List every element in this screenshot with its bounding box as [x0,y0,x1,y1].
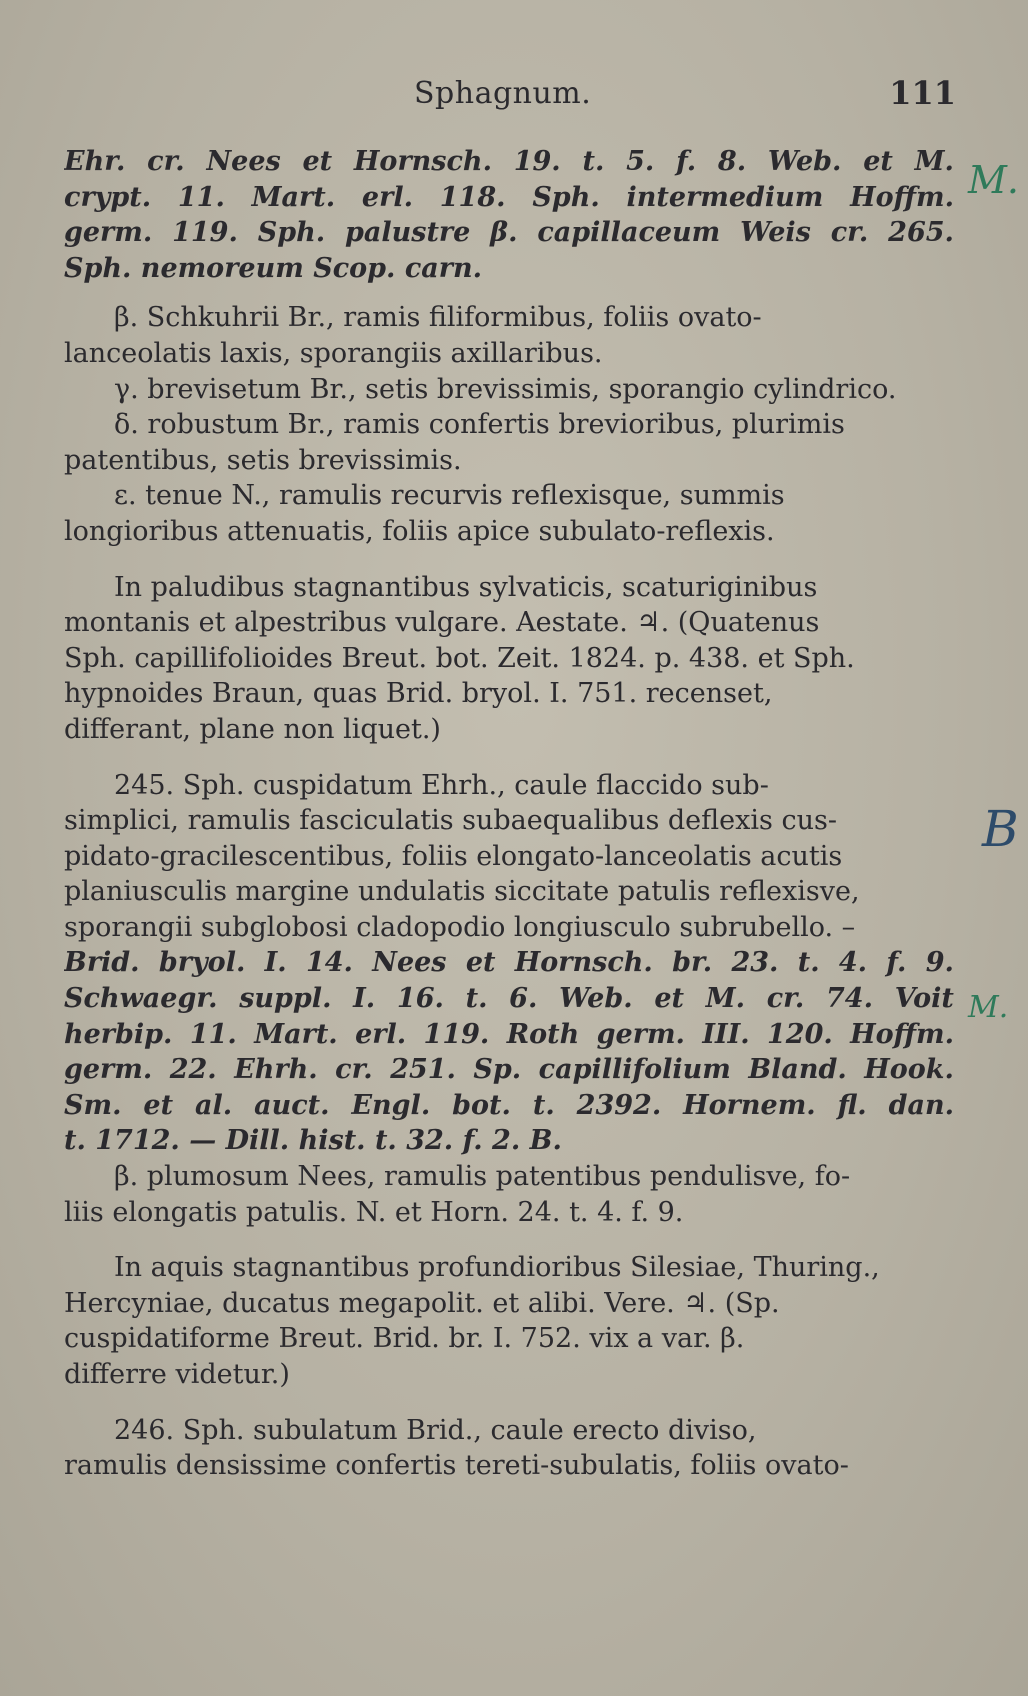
word: 119. [172,217,238,249]
word: intermedium [626,181,824,213]
word: 23. [731,947,779,979]
word: Mart. [251,181,336,213]
word: f. [886,947,907,979]
word: Hoffm. [850,1018,954,1050]
word: Sph. [257,217,326,249]
word: germ. [64,1054,153,1086]
text-line: montanis et alpestribus vulgare. Aestate. ♃. (Quatenus [64,607,820,639]
word: cr. [766,983,805,1015]
word: crypt. [64,181,152,213]
word: t. [797,947,820,979]
running-title: Sphagnum. [414,76,592,111]
word: 118. [439,181,506,213]
word: Web. [559,983,633,1015]
word: et [143,1089,174,1121]
word: 11. [177,181,225,213]
text-line: lanceolatis laxis, sporangiis axillaribus. [64,337,603,369]
word: I. [264,947,287,979]
variety-plumosum-line: β. plumosum Nees, ramulis patentibus pendulisve, fo- [114,1161,851,1193]
word: 11. [189,1018,237,1050]
word: bot. [452,1089,511,1121]
word: dan. [888,1089,954,1121]
word: Hoffm. [850,181,954,213]
word: I. [353,983,376,1015]
word: β. [490,217,518,249]
word: Weis [740,217,811,249]
word: Hornsch. [353,146,492,177]
text-line: patentibus, setis brevissimis. [64,444,462,476]
word: Sph. [532,181,600,213]
page-number: 111 [889,74,956,112]
word: Engl. [351,1089,431,1121]
margin-note-handwritten: B [982,800,1019,858]
word: Nees [206,146,281,177]
text-line: differant, plane non liquet.) [64,713,441,745]
word: br. [672,947,713,979]
citation-line: t. 1712. — Dill. hist. t. 32. f. 2. B. [64,1125,562,1157]
text-line: planiusculis margine undulatis siccitate patulis reflexisve, [64,876,860,908]
word: erl. [355,1018,407,1050]
text-line: sporangii subglobosi cladopodio longiusculo subrubello. – [64,911,856,943]
word: M. [705,983,745,1015]
citation-line [64,945,954,981]
text-line: longioribus attenuatis, foliis apice subulato-reflexis. [64,515,775,547]
word: M. [914,146,954,177]
word: Bland. [748,1054,847,1086]
word: t. [532,1089,555,1121]
text-line: hypnoides Braun, quas Brid. bryol. I. 751. recenset, [64,678,773,710]
word: 5. [626,146,655,177]
citation-line [64,1052,954,1088]
word: Brid. [64,947,140,979]
word: herbip. [64,1018,173,1050]
page-body [64,144,954,1484]
word: Hornem. [683,1089,816,1121]
word: 265. [888,217,954,249]
margin-note-handwritten: M. [968,990,1009,1025]
word: 14. [305,947,353,979]
text-line: Sph. capillifolioides Breut. bot. Zeit. 1824. p. 438. et Sph. [64,642,855,674]
word: 4. [838,947,868,979]
word: capillaceum [537,217,721,249]
text-line [64,180,954,216]
word: germ. [596,1018,685,1050]
variety-delta-line: δ. robustum Br., ramis confertis brevioribus, plurimis [114,409,845,441]
text-line [64,215,954,251]
text-line: pidato-gracilescentibus, foliis elongato-lanceolatis acutis [64,840,843,872]
word: et [302,146,333,177]
word: 251. [390,1054,456,1086]
book-page [64,0,954,1696]
word: 16. [396,983,444,1015]
word: 119. [423,1018,490,1050]
word: cr. [147,146,185,177]
word: 22. [169,1054,217,1086]
word: 19. [513,146,561,177]
word: 6. [509,983,538,1015]
word: al. [195,1089,233,1121]
text-line [64,144,954,180]
word: 2392. [576,1089,662,1121]
word: palustre [344,217,471,249]
text-line: Sph. nemoreum Scop. carn. [64,252,483,284]
word: Sm. [64,1089,122,1121]
word: f. [676,146,697,177]
word: Hornsch. [514,947,653,979]
word: III. [702,1018,750,1050]
word: Ehrh. [234,1054,318,1086]
text-line: liis elongatis patulis. N. et Horn. 24. t. 4. f. 9. [64,1196,684,1228]
species-245-heading: 245. Sph. cuspidatum Ehrh., caule flaccido sub- [114,769,769,801]
text-line: differre videtur.) [64,1359,290,1390]
variety-beta-line: β. Schkuhrii Br., ramis filiformibus, foliis ovato- [114,302,762,334]
text-line: cuspidatiforme Breut. Brid. br. I. 752. vix a var. β. [64,1323,745,1355]
text-line: Hercyniae, ducatus megapolit. et alibi. Vere. ♃. (Sp. [64,1287,780,1319]
word: t. [465,983,488,1015]
word: cr. [335,1054,373,1086]
word: et [465,947,496,979]
word: Sp. [473,1054,522,1086]
text-line: ramulis densissime confertis tereti-subulatis, foliis ovato- [64,1450,849,1482]
word: et [863,146,893,177]
word: auct. [254,1089,330,1121]
word: Nees [372,947,447,979]
citation-line [64,1017,954,1053]
word: Voit [894,983,954,1015]
word: Hook. [864,1054,954,1086]
habitat-line: In aquis stagnantibus profundioribus Silesiae, Thuring., [114,1252,880,1284]
word: 8. [717,146,747,177]
habitat-line: In paludibus stagnantibus sylvaticis, scaturiginibus [114,571,818,603]
text-line: simplici, ramulis fasciculatis subaequalibus deflexis cus- [64,805,837,837]
variety-gamma-line: γ. brevisetum Br., setis brevissimis, sporangio cylindrico. [114,373,897,405]
word: Roth [506,1018,580,1050]
word: bryol. [158,947,246,979]
word: et [654,983,684,1015]
word: cr. [830,217,869,249]
citation-line [64,1088,954,1124]
word: suppl. [239,983,332,1015]
margin-note-handwritten: M. [968,158,1019,202]
page-header [64,72,954,118]
word: Ehr. [64,146,126,177]
word: Mart. [254,1018,338,1050]
word: 9. [925,947,954,979]
species-246-heading: 246. Sph. subulatum Brid., caule erecto diviso, [114,1414,757,1446]
word: 74. [826,983,873,1015]
citation-line [64,981,954,1017]
word: Web. [767,146,842,177]
word: fl. [837,1089,867,1121]
word: t. [582,146,605,177]
word: Schwaegr. [64,983,218,1015]
word: erl. [361,181,413,213]
word: capillifolium [538,1054,731,1086]
word: germ. [64,217,153,249]
variety-epsilon-line: ε. tenue N., ramulis recurvis reflexisque, summis [114,480,785,512]
word: 120. [767,1018,833,1050]
